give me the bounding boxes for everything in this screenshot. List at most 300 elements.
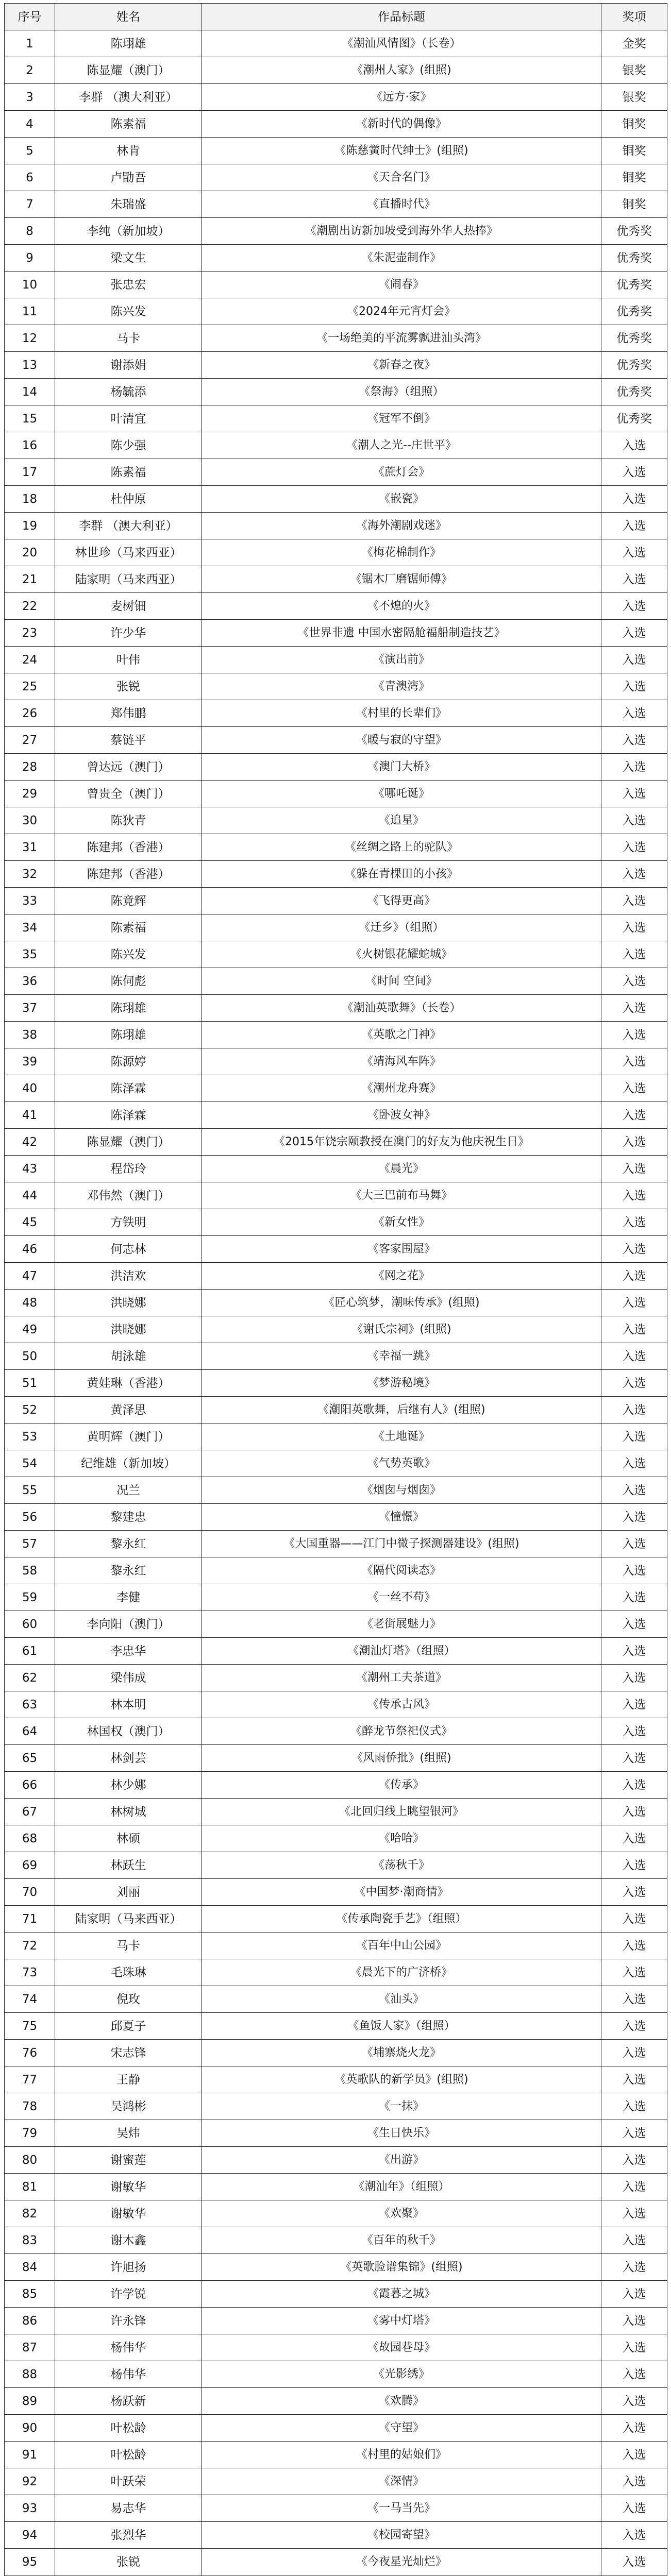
cell-title: 《时间 空间》 [202,968,601,995]
cell-no: 48 [5,1290,55,1316]
cell-name: 陆家明（马来西亚） [55,566,202,593]
cell-name: 林少娜 [55,1772,202,1799]
cell-no: 77 [5,2066,55,2093]
cell-no: 79 [5,2120,55,2147]
cell-name: 陈泽霖 [55,1075,202,1102]
cell-title: 《中国梦·潮商情》 [202,1879,601,1906]
cell-award: 入选 [601,1263,667,1290]
cell-name: 林跃生 [55,1852,202,1879]
table-row [5,807,667,834]
cell-name: 李群 （澳大利亚） [55,84,202,111]
cell-no: 41 [5,1102,55,1129]
cell-title: 《哪吒诞》 [202,781,601,807]
cell-name: 李健 [55,1584,202,1611]
cell-award: 优秀奖 [601,352,667,379]
cell-title: 《醉龙节祭祀仪式》 [202,1718,601,1745]
cell-name: 曾贵全（澳门） [55,781,202,807]
table-row [5,1638,667,1665]
cell-name: 陈显耀（澳门） [55,57,202,84]
cell-no: 35 [5,941,55,968]
cell-name: 林硕 [55,1825,202,1852]
cell-award: 入选 [601,1959,667,1986]
table-row [5,2174,667,2200]
cell-name: 谢木鑫 [55,2227,202,2254]
cell-no: 52 [5,1397,55,1423]
cell-name: 何志林 [55,1236,202,1263]
cell-title: 《火树银花耀蛇城》 [202,941,601,968]
cell-title: 《晨光下的广济桥》 [202,1959,601,1986]
table-row [5,1477,667,1504]
cell-title: 《潮汕英歌舞》（长卷） [202,995,601,1022]
cell-award: 入选 [601,1584,667,1611]
cell-award: 优秀奖 [601,218,667,245]
cell-title: 《校园寄望》 [202,2522,601,2549]
cell-name: 谢添娟 [55,352,202,379]
cell-award: 入选 [601,2442,667,2468]
cell-award: 入选 [601,2361,667,2388]
cell-name: 毛珠琳 [55,1959,202,1986]
cell-award: 入选 [601,566,667,593]
cell-title: 《靖海风车阵》 [202,1048,601,1075]
cell-no: 45 [5,1209,55,1236]
table-row [5,1531,667,1557]
cell-title: 《迁乡》（组照） [202,914,601,941]
cell-no: 17 [5,459,55,486]
table-row [5,379,667,405]
cell-award: 入选 [601,1531,667,1557]
cell-no: 83 [5,2227,55,2254]
cell-title: 《北回归线上眺望银河》 [202,1799,601,1825]
cell-no: 27 [5,727,55,754]
cell-award: 入选 [601,968,667,995]
table-row [5,700,667,727]
table-row [5,2442,667,2468]
cell-name: 叶清宜 [55,405,202,432]
cell-name: 陈珝雄 [55,30,202,57]
cell-no: 65 [5,1745,55,1772]
cell-award: 入选 [601,2468,667,2495]
cell-name: 朱瑞盛 [55,191,202,218]
cell-award: 银奖 [601,84,667,111]
cell-title: 《不熄的火》 [202,593,601,620]
cell-no: 87 [5,2334,55,2361]
table-row [5,861,667,888]
cell-no: 42 [5,1129,55,1156]
cell-title: 《祭海》（组照） [202,379,601,405]
cell-award: 入选 [601,1423,667,1450]
cell-award: 优秀奖 [601,325,667,352]
table-row [5,30,667,57]
cell-no: 95 [5,2549,55,2575]
cell-no: 9 [5,245,55,272]
cell-no: 50 [5,1343,55,1370]
table-row [5,2254,667,2281]
cell-no: 10 [5,272,55,298]
cell-award: 优秀奖 [601,272,667,298]
cell-title: 《百年的秋千》 [202,2227,601,2254]
cell-no: 24 [5,647,55,673]
cell-title: 《老街展魅力》 [202,1611,601,1638]
cell-no: 81 [5,2174,55,2200]
cell-title: 《潮剧出访新加坡受到海外华人热捧》 [202,218,601,245]
cell-award: 入选 [601,2254,667,2281]
cell-award: 入选 [601,888,667,914]
cell-award: 入选 [601,1825,667,1852]
cell-name: 叶跃荣 [55,2468,202,2495]
table-row [5,245,667,272]
table-row [5,2415,667,2442]
cell-no: 70 [5,1879,55,1906]
cell-no: 34 [5,914,55,941]
cell-award: 入选 [601,1290,667,1316]
table-row [5,2147,667,2174]
table-row [5,1825,667,1852]
table-row [5,1852,667,1879]
cell-no: 76 [5,2040,55,2066]
cell-title: 《一马当先》 [202,2495,601,2522]
cell-no: 82 [5,2200,55,2227]
table-row [5,1022,667,1048]
cell-title: 《天合名门》 [202,164,601,191]
cell-award: 入选 [601,1156,667,1182]
cell-no: 54 [5,1450,55,1477]
cell-title: 《隔代阅读态》 [202,1557,601,1584]
table-row [5,2334,667,2361]
cell-title: 《客家围屋》 [202,1236,601,1263]
cell-title: 《一丝不苟》 [202,1584,601,1611]
table-row [5,593,667,620]
table-row [5,1745,667,1772]
cell-award: 入选 [601,2495,667,2522]
cell-award: 入选 [601,995,667,1022]
cell-award: 入选 [601,2227,667,2254]
cell-name: 许少华 [55,620,202,647]
table-row [5,1665,667,1691]
table-row [5,111,667,138]
cell-award: 入选 [601,1022,667,1048]
cell-no: 69 [5,1852,55,1879]
cell-name: 杜仲原 [55,486,202,513]
cell-award: 入选 [601,1316,667,1343]
table-body [5,30,667,2576]
cell-no: 13 [5,352,55,379]
cell-name: 许学锐 [55,2281,202,2308]
cell-title: 《闹春》 [202,272,601,298]
table-row [5,1102,667,1129]
cell-no: 30 [5,807,55,834]
cell-award: 入选 [601,539,667,566]
cell-title: 《青澳湾》 [202,673,601,700]
cell-no: 39 [5,1048,55,1075]
cell-name: 张烈华 [55,2522,202,2549]
table-row [5,2522,667,2549]
table-row [5,1129,667,1156]
cell-title: 《传承》 [202,1772,601,1799]
cell-name: 许永锋 [55,2308,202,2334]
cell-name: 郑伟鹏 [55,700,202,727]
cell-no: 56 [5,1504,55,1531]
cell-name: 黎永红 [55,1557,202,1584]
cell-no: 15 [5,405,55,432]
table-row [5,325,667,352]
cell-award: 入选 [601,1986,667,2013]
cell-no: 4 [5,111,55,138]
cell-title: 《网之花》 [202,1263,601,1290]
cell-title: 《晨光》 [202,1156,601,1182]
cell-name: 卢勖吾 [55,164,202,191]
cell-award: 铜奖 [601,138,667,164]
cell-no: 32 [5,861,55,888]
cell-name: 陈素福 [55,459,202,486]
cell-award: 入选 [601,2415,667,2442]
header-row [5,4,667,30]
table-row [5,1879,667,1906]
cell-no: 19 [5,513,55,539]
cell-name: 梁文生 [55,245,202,272]
cell-award: 入选 [601,459,667,486]
cell-award: 入选 [601,727,667,754]
table-row [5,1772,667,1799]
cell-name: 陈兴发 [55,941,202,968]
cell-name: 叶伟 [55,647,202,673]
cell-title: 《潮州龙舟赛》 [202,1075,601,1102]
cell-no: 86 [5,2308,55,2334]
table-row [5,1397,667,1423]
cell-name: 马卡 [55,1933,202,1959]
cell-award: 入选 [601,2549,667,2575]
cell-award: 入选 [601,1048,667,1075]
cell-award: 优秀奖 [601,379,667,405]
table-row [5,218,667,245]
cell-title: 《大三巴前布马舞》 [202,1182,601,1209]
cell-title: 《潮汕灯塔》（组照） [202,1638,601,1665]
cell-title: 《土地诞》 [202,1423,601,1450]
table-row [5,2200,667,2227]
cell-name: 陈伺彪 [55,968,202,995]
cell-name: 陈珝雄 [55,995,202,1022]
table-row [5,1075,667,1102]
cell-name: 陈素福 [55,914,202,941]
cell-no: 33 [5,888,55,914]
cell-award: 入选 [601,513,667,539]
cell-award: 入选 [601,1799,667,1825]
table-row [5,754,667,781]
cell-award: 入选 [601,1879,667,1906]
cell-name: 陈少强 [55,432,202,459]
table-row [5,1423,667,1450]
cell-title: 《潮汕年》（组照） [202,2174,601,2200]
table-row [5,138,667,164]
table-row [5,1236,667,1263]
cell-award: 入选 [601,1638,667,1665]
table-row [5,647,667,673]
cell-award: 入选 [601,2013,667,2040]
cell-no: 93 [5,2495,55,2522]
table-row [5,1906,667,1933]
cell-name: 梁伟成 [55,1665,202,1691]
cell-no: 63 [5,1691,55,1718]
cell-name: 李忠华 [55,1638,202,1665]
cell-title: 《潮州人家》(组照) [202,57,601,84]
cell-award: 入选 [601,1718,667,1745]
cell-no: 44 [5,1182,55,1209]
cell-award: 入选 [601,781,667,807]
table-row [5,2495,667,2522]
cell-name: 林肯 [55,138,202,164]
table-row [5,2093,667,2120]
cell-award: 入选 [601,1370,667,1397]
cell-no: 72 [5,1933,55,1959]
cell-award: 入选 [601,1236,667,1263]
cell-title: 《百年中山公园》 [202,1933,601,1959]
cell-title: 《潮阳英歌舞，后继有人》(组照) [202,1397,601,1423]
cell-title: 《深情》 [202,2468,601,2495]
cell-title: 《憧憬》 [202,1504,601,1531]
cell-name: 杨伟华 [55,2361,202,2388]
table-row [5,57,667,84]
table-row [5,673,667,700]
cell-title: 《卧波女神》 [202,1102,601,1129]
cell-no: 23 [5,620,55,647]
cell-no: 47 [5,1263,55,1290]
cell-no: 43 [5,1156,55,1182]
cell-name: 纪维雄（新加坡） [55,1450,202,1477]
cell-award: 入选 [601,1343,667,1370]
cell-no: 53 [5,1423,55,1450]
cell-no: 62 [5,1665,55,1691]
table-row [5,1450,667,1477]
cell-title: 《躲在青棵田的小孩》 [202,861,601,888]
table-row [5,164,667,191]
cell-award: 金奖 [601,30,667,57]
cell-name: 张锐 [55,673,202,700]
table-row [5,539,667,566]
table-row [5,1584,667,1611]
cell-award: 银奖 [601,57,667,84]
cell-title: 《幸福一跳》 [202,1343,601,1370]
cell-no: 78 [5,2093,55,2120]
cell-title: 《潮州工夫茶道》 [202,1665,601,1691]
cell-title: 《今夜星光灿烂》 [202,2549,601,2575]
cell-name: 麦树钿 [55,593,202,620]
cell-name: 黄明辉（澳门） [55,1423,202,1450]
table-row [5,1316,667,1343]
table-row [5,1263,667,1290]
cell-award: 入选 [601,1477,667,1504]
cell-title: 《新女性》 [202,1209,601,1236]
cell-no: 89 [5,2388,55,2415]
cell-title: 《村里的姑娘们》 [202,2442,601,2468]
cell-title: 《锯木厂磨锯师傅》 [202,566,601,593]
cell-title: 《欢聚》 [202,2200,601,2227]
cell-award: 入选 [601,941,667,968]
cell-award: 入选 [601,1102,667,1129]
cell-name: 洪洁欢 [55,1263,202,1290]
awards-table [4,3,667,2576]
cell-award: 入选 [601,2388,667,2415]
cell-title: 《陈慈黉时代绅士》(组照) [202,138,601,164]
cell-name: 谢蜜莲 [55,2147,202,2174]
table-row [5,2066,667,2093]
cell-award: 入选 [601,2040,667,2066]
cell-award: 入选 [601,754,667,781]
table-row [5,486,667,513]
cell-no: 91 [5,2442,55,2468]
cell-award: 入选 [601,834,667,861]
cell-name: 吴炜 [55,2120,202,2147]
cell-award: 入选 [601,2066,667,2093]
cell-name: 林世珍（马来西亚） [55,539,202,566]
cell-name: 杨毓添 [55,379,202,405]
table-row [5,191,667,218]
cell-name: 吴鸿彬 [55,2093,202,2120]
table-row [5,1504,667,1531]
cell-title: 《英歌队的新学员》(组照) [202,2066,601,2093]
table-row [5,272,667,298]
cell-title: 《大国重器——江门中微子探测器建设》(组照) [202,1531,601,1557]
cell-title: 《气势英歌》 [202,1450,601,1477]
table-row [5,566,667,593]
cell-title: 《潮汕风情图》（长卷） [202,30,601,57]
cell-award: 入选 [601,1504,667,1531]
cell-award: 入选 [601,1906,667,1933]
cell-name: 胡泳雄 [55,1343,202,1370]
cell-no: 14 [5,379,55,405]
cell-award: 入选 [601,1691,667,1718]
cell-award: 入选 [601,673,667,700]
table-row [5,888,667,914]
cell-no: 21 [5,566,55,593]
table-row [5,1343,667,1370]
cell-award: 入选 [601,2308,667,2334]
table-row [5,2388,667,2415]
table-row [5,2227,667,2254]
cell-award: 铜奖 [601,111,667,138]
table-row [5,781,667,807]
cell-no: 16 [5,432,55,459]
cell-no: 5 [5,138,55,164]
table-row [5,914,667,941]
cell-award: 优秀奖 [601,298,667,325]
cell-name: 李群 （澳大利亚） [55,513,202,539]
cell-name: 陈泽霖 [55,1102,202,1129]
cell-award: 入选 [601,1209,667,1236]
cell-name: 谢敏华 [55,2200,202,2227]
cell-title: 《村里的长辈们》 [202,700,601,727]
cell-title: 《出游》 [202,2147,601,2174]
cell-title: 《蔗灯会》 [202,459,601,486]
table-row [5,1611,667,1638]
cell-no: 31 [5,834,55,861]
cell-no: 1 [5,30,55,57]
cell-title: 《嵌瓷》 [202,486,601,513]
cell-award: 入选 [601,1557,667,1584]
cell-no: 61 [5,1638,55,1665]
table-row [5,1933,667,1959]
cell-title: 《一场绝美的平流雾飘进汕头湾》 [202,325,601,352]
table-row [5,1156,667,1182]
cell-award: 入选 [601,593,667,620]
cell-no: 2 [5,57,55,84]
table-row [5,1799,667,1825]
cell-name: 陈建邦（香港） [55,861,202,888]
cell-title: 《2015年饶宗颐教授在澳门的好友为他庆祝生日》 [202,1129,601,1156]
cell-title: 《暖与寂的守望》 [202,727,601,754]
cell-name: 杨伟华 [55,2334,202,2361]
table-row [5,1986,667,2013]
cell-award: 入选 [601,2200,667,2227]
cell-no: 6 [5,164,55,191]
